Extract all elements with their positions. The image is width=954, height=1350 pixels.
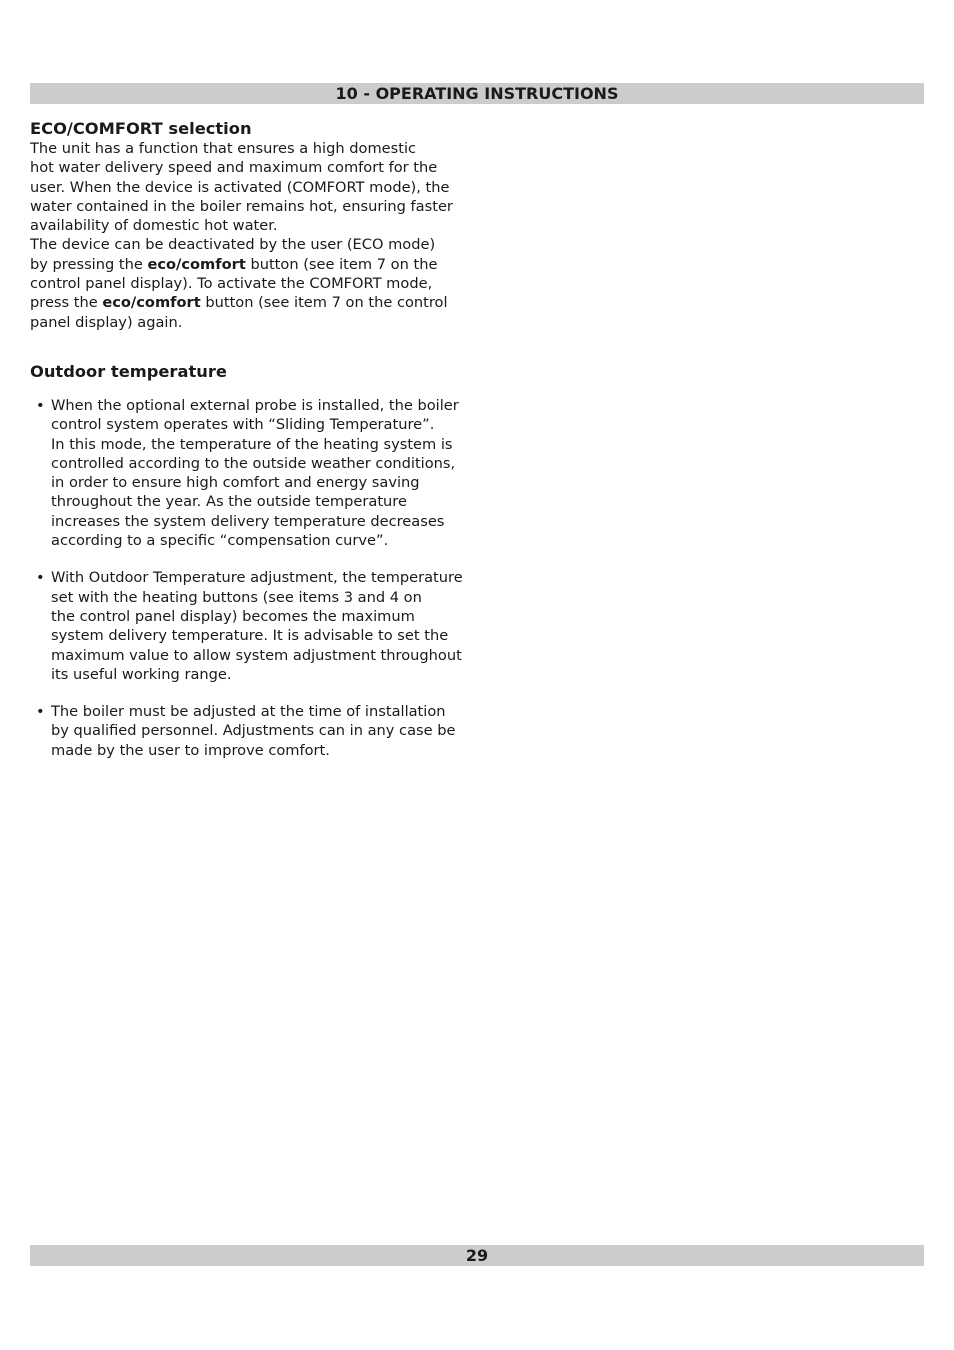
text-line: control system operates with “Sliding Temperature”. (51, 416, 435, 434)
bullet-icon: • (36, 396, 45, 414)
text-line: system delivery temperature. It is advisable to set the (51, 627, 449, 645)
page-number: 29 (465, 1246, 489, 1265)
eco-comfort-button-name: eco/comfort (147, 255, 246, 273)
text-line: increases the system delivery temperature decreases (51, 512, 445, 530)
text-fragment: button (see item 7 on the control (200, 294, 448, 312)
bullet-icon: • (36, 569, 45, 587)
eco-comfort-instructions (30, 235, 470, 331)
text-line: When the optional external probe is installed, the boiler (51, 396, 459, 414)
text-line: its useful working range. (51, 665, 232, 683)
text-fragment: by pressing the (30, 255, 148, 273)
text-fragment: button (see item 7 on the (245, 255, 438, 273)
text-line: by qualified personnel. Adjustments can in any case be (51, 722, 456, 740)
text-line: controlled according to the outside weather conditions, (51, 454, 456, 472)
text-line: made by the user to improve comfort. (51, 741, 330, 759)
text-line: in order to ensure high comfort and energy saving (51, 474, 420, 492)
section-header-title: 10 - OPERATING INSTRUCTIONS (335, 84, 619, 103)
text-line: set with the heating buttons (see items 3 and 4 on (51, 588, 422, 606)
main-content (30, 119, 470, 778)
text-line: The boiler must be adjusted at the time of installation (51, 703, 446, 721)
eco-comfort-description (30, 139, 470, 235)
text-fragment: press the (30, 294, 103, 312)
page-footer-bar (30, 1245, 924, 1266)
list-item (30, 396, 470, 550)
text-line: maximum value to allow system adjustment throughout (51, 646, 462, 664)
text-line: panel display) again. (30, 313, 183, 331)
outdoor-temperature-heading: Outdoor temperature (30, 361, 227, 381)
text-line: the control panel display) becomes the maximum (51, 607, 415, 625)
section-header-bar (30, 83, 924, 104)
text-line: The device can be deactivated by the user (ECO mode) (30, 236, 436, 254)
bullet-icon: • (36, 703, 45, 721)
text-line: With Outdoor Temperature adjustment, the temperature (51, 569, 463, 587)
list-item (30, 568, 470, 684)
section-spacer (30, 332, 470, 362)
text-line: user. When the device is activated (COMFORT mode), the (30, 178, 450, 196)
text-line: In this mode, the temperature of the heating system is (51, 435, 453, 453)
list-item (30, 702, 470, 760)
eco-comfort-button-name: eco/comfort (102, 294, 201, 312)
text-line: water contained in the boiler remains hot, ensuring faster (30, 197, 453, 215)
text-line: according to a specific “compensation curve”. (51, 532, 389, 550)
eco-comfort-heading: ECO/COMFORT selection (30, 119, 252, 138)
text-line: throughout the year. As the outside temperature (51, 493, 407, 511)
text-line: hot water delivery speed and maximum comfort for the (30, 159, 438, 177)
text-line: availability of domestic hot water. (30, 217, 278, 235)
text-line: The unit has a function that ensures a high domestic (30, 140, 417, 157)
outdoor-temperature-list (30, 396, 470, 760)
text-line: control panel display). To activate the COMFORT mode, (30, 275, 433, 293)
